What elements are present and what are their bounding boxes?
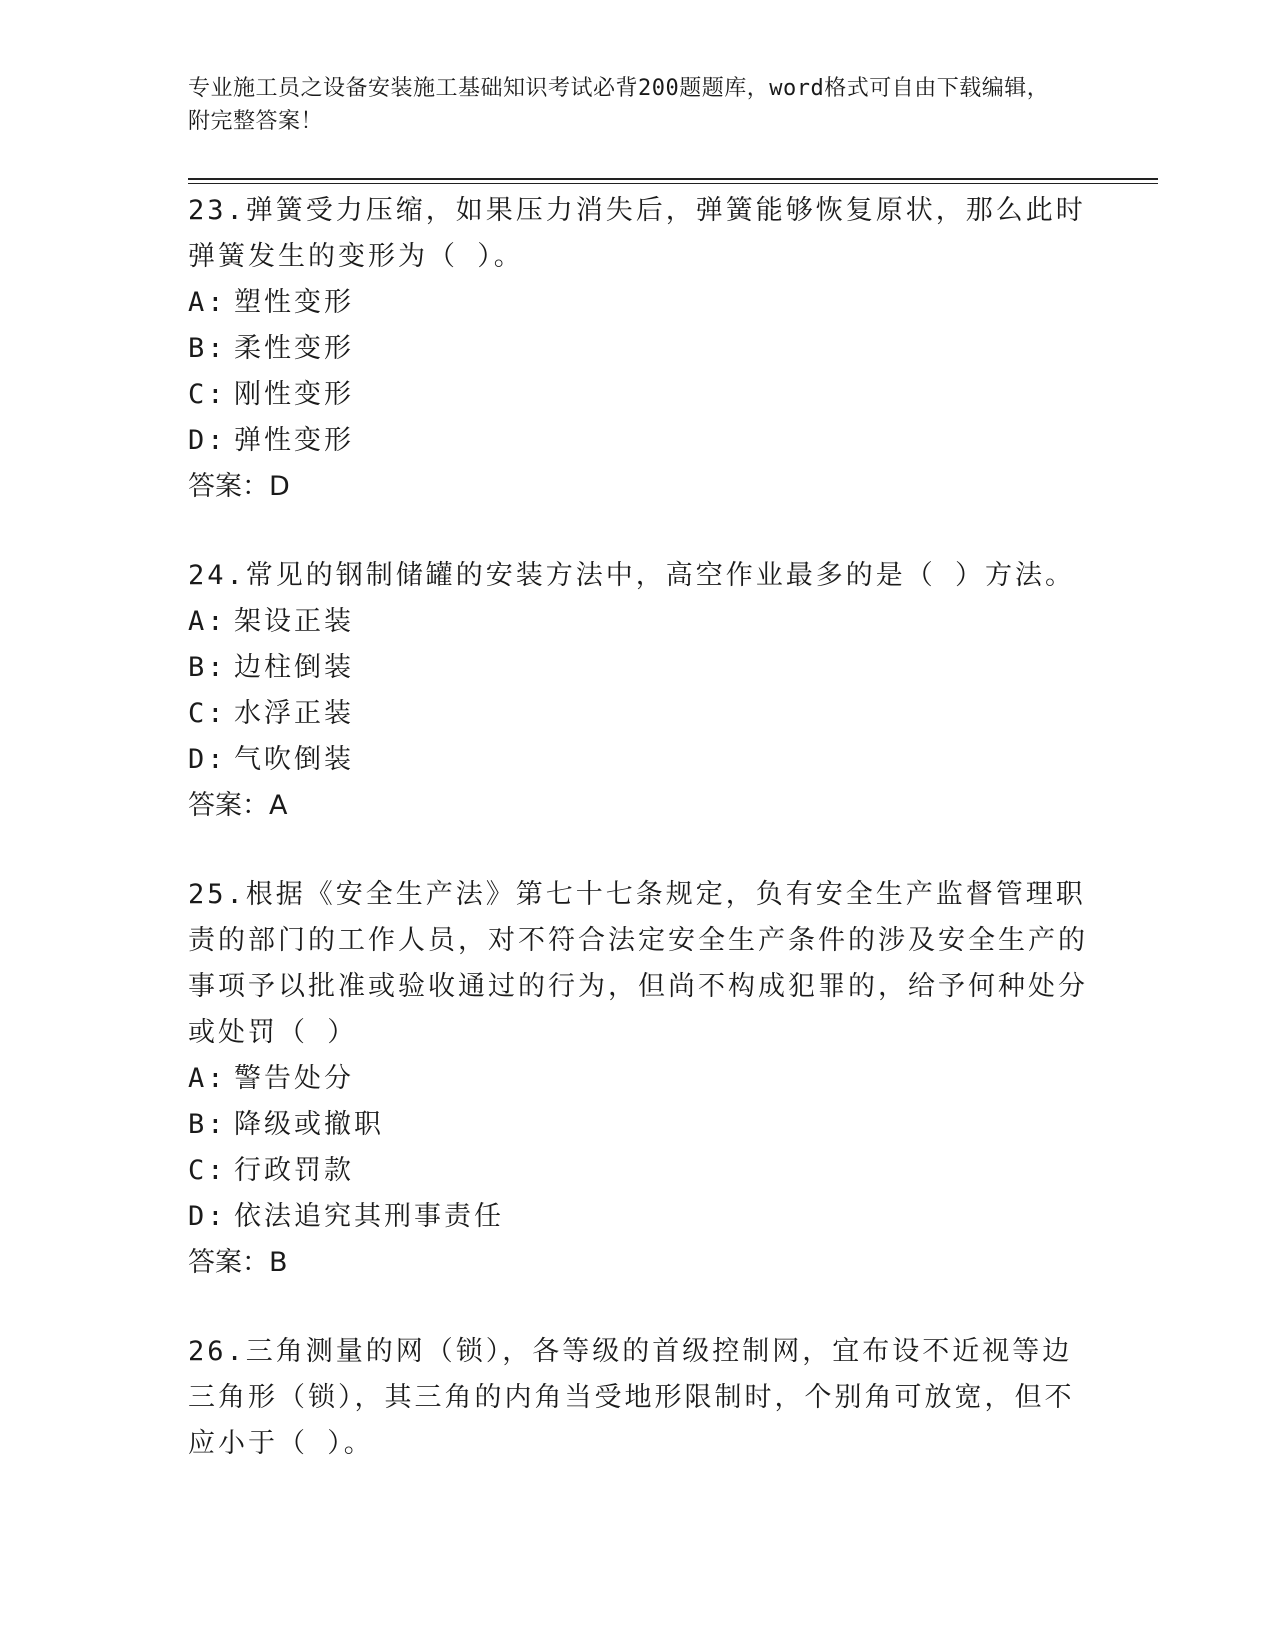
question-25 — [188, 872, 1088, 1286]
question-text: 25.根据《安全生产法》第七十七条规定，负有安全生产监督管理职责的部门的工作人员，对不符合法定安全生产条件的涉及安全生产的事项予以批准或验收通过的行为，但尚不构成犯罪的，给予何种处分或处罚（ ） — [188, 879, 1088, 1048]
question-list — [188, 188, 1088, 1510]
question-24 — [188, 553, 1088, 829]
option-letter: B: — [188, 652, 227, 683]
option-b — [188, 326, 1088, 372]
option-text: 气吹倒装 — [234, 744, 354, 775]
header-divider — [188, 178, 1158, 184]
answer-line: 答案：D — [188, 471, 290, 502]
question-text: 23.弹簧受力压缩，如果压力消失后，弹簧能够恢复原状，那么此时弹簧发生的变形为（ ）。 — [188, 195, 1086, 272]
option-text: 依法追究其刑事责任 — [234, 1201, 504, 1232]
option-letter: C: — [188, 698, 227, 729]
option-a — [188, 1056, 1088, 1102]
option-text: 刚性变形 — [234, 379, 354, 410]
option-letter: D: — [188, 425, 227, 456]
option-letter: D: — [188, 744, 227, 775]
option-a — [188, 280, 1088, 326]
option-text: 弹性变形 — [234, 425, 354, 456]
option-d — [188, 1194, 1088, 1240]
option-letter: D: — [188, 1201, 227, 1232]
option-letter: A: — [188, 1063, 227, 1094]
option-letter: B: — [188, 1109, 227, 1140]
option-b — [188, 645, 1088, 691]
option-text: 警告处分 — [234, 1063, 354, 1094]
document-page — [188, 0, 1168, 1650]
option-letter: C: — [188, 379, 227, 410]
answer-line: 答案：B — [188, 1247, 288, 1278]
option-letter: A: — [188, 606, 227, 637]
option-text: 柔性变形 — [234, 333, 354, 364]
option-letter: A: — [188, 287, 227, 318]
option-text: 行政罚款 — [234, 1155, 354, 1186]
option-a — [188, 599, 1088, 645]
option-text: 塑性变形 — [234, 287, 354, 318]
answer-line: 答案：A — [188, 790, 288, 821]
option-c — [188, 372, 1088, 418]
option-c — [188, 1148, 1088, 1194]
question-text: 26.三角测量的网（锁），各等级的首级控制网，宜布设不近视等边三角形（锁），其三角的内角当受地形限制时，个别角可放宽，但不应小于（ ）。 — [188, 1336, 1075, 1459]
option-text: 降级或撤职 — [234, 1109, 384, 1140]
option-b — [188, 1102, 1088, 1148]
question-text: 24.常见的钢制储罐的安装方法中，高空作业最多的是（ ）方法。 — [188, 560, 1076, 591]
option-d — [188, 737, 1088, 783]
option-letter: C: — [188, 1155, 227, 1186]
question-26 — [188, 1329, 1088, 1467]
question-23 — [188, 188, 1088, 510]
option-d — [188, 418, 1088, 464]
document-header: 专业施工员之设备安装施工基础知识考试必背200题题库，word格式可自由下载编辑，附完整答案！ — [188, 76, 1050, 134]
option-c — [188, 691, 1088, 737]
option-text: 水浮正装 — [234, 698, 354, 729]
option-text: 边柱倒装 — [234, 652, 354, 683]
option-letter: B: — [188, 333, 227, 364]
option-text: 架设正装 — [234, 606, 354, 637]
